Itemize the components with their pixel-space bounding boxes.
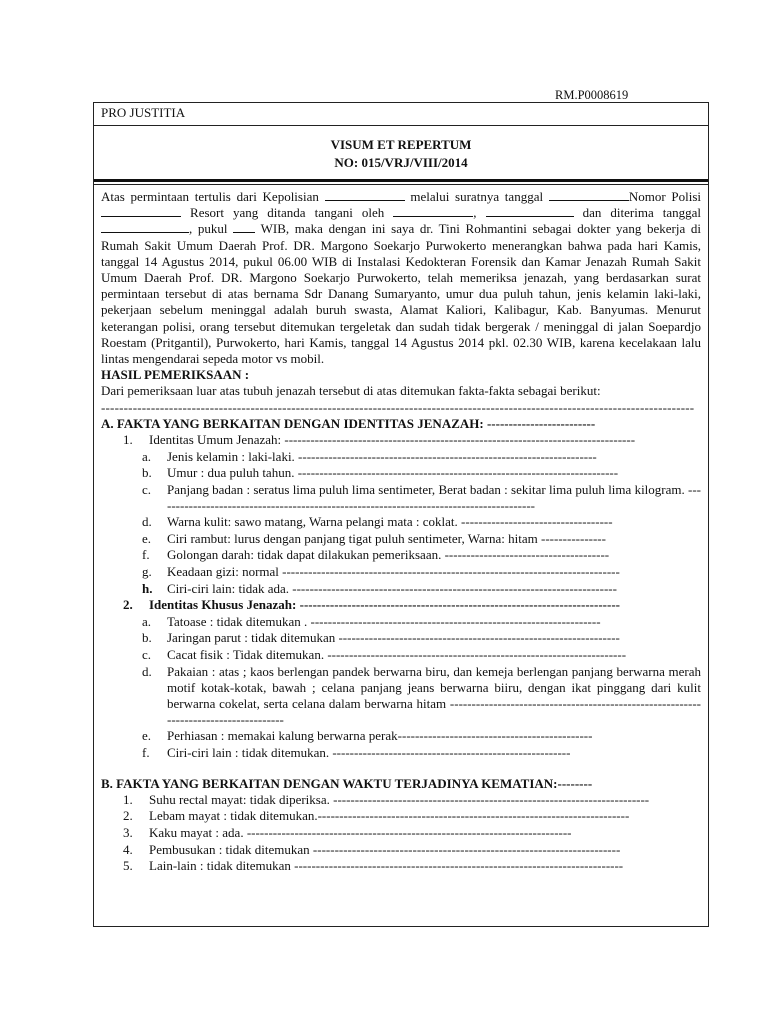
header-divider xyxy=(94,125,708,126)
title-thin-divider xyxy=(94,184,708,185)
document-title: VISUM ET REPERTUM xyxy=(330,137,472,152)
identitas-umum: 1. Identitas Umum Jenazah: --------------------------------------------------------------------------------- xyxy=(123,432,636,448)
list-item: 5. Lain-lain : tidak ditemukan ---------------------------------------------------------------------------- xyxy=(123,858,624,874)
title-thick-divider xyxy=(94,179,708,182)
blank-nomor-polisi xyxy=(101,205,181,217)
list-item: a. Tatoase : tidak ditemukan . ------------------------------------------------------------------- xyxy=(142,613,601,629)
list-item: 4. Pembusukan : tidak ditemukan ----------------------------------------------------------------------- xyxy=(123,841,621,857)
document-number: NO: 015/VRJ/VIII/2014 xyxy=(334,155,468,170)
blank-kepolisian xyxy=(325,189,405,201)
list-item: h. Ciri-ciri lain: tidak ada. --------------------------------------------------------------------------- xyxy=(142,580,617,596)
blank-tanggal-terima xyxy=(486,205,574,217)
hasil-text: Dari pemeriksaan luar atas tubuh jenazah tersebut di atas ditemukan fakta-fakta sebagai berikut: xyxy=(101,383,601,399)
list-item: 1. Suhu rectal mayat: tidak diperiksa. ------------------------------------------------------------------------- xyxy=(123,791,650,807)
pro-justitia-label: PRO JUSTITIA xyxy=(101,105,186,120)
list-item: 3. Kaku mayat : ada. --------------------------------------------------------------------------- xyxy=(123,824,572,840)
list-item: d. Warna kulit: sawo matang, Warna pelangi mata : coklat. ----------------------------------- xyxy=(142,514,613,530)
identitas-khusus: 2. Identitas Khusus Jenazah: -------------------------------------------------------------------------- xyxy=(123,597,620,613)
list-item: b. Umur : dua puluh tahun. -------------------------------------------------------------------------- xyxy=(142,465,619,481)
blank-tanggal-surat xyxy=(549,189,629,201)
list-item: e. Ciri rambut: lurus dengan panjang tigat puluh sentimeter, Warna: hitam --------------- xyxy=(142,530,606,546)
list-item: 2. Lebam mayat : tidak ditemukan.------------------------------------------------------------------------ xyxy=(123,808,630,824)
list-item: b. Jaringan parut : tidak ditemukan ----------------------------------------------------------------- xyxy=(142,630,620,646)
blank-pukul xyxy=(233,221,255,233)
blank-tanggal xyxy=(101,221,189,233)
list-item: e. Perhiasan : memakai kalung berwarna perak--------------------------------------------- xyxy=(142,728,593,744)
hasil-heading: HASIL PEMERIKSAAN : xyxy=(101,367,250,383)
document-body xyxy=(101,189,701,875)
section-b-title: B. FAKTA YANG BERKAITAN DENGAN WAKTU TERJADINYA KEMATIAN:-------- xyxy=(101,775,593,791)
list-item: a. Jenis kelamin : laki-laki. --------------------------------------------------------------------- xyxy=(142,448,597,464)
rm-number: RM.P0008619 xyxy=(555,88,629,102)
list-item: d. Pakaian : atas ; kaos berlengan pandek berwarna biru, dan kemeja berlengan panjang berwarna merah motif kotak-kotak, bawah ; celana panjang jeans berwarna biiru, dengan ikat pinggang dari kulit berwarna cokelat, serta celana dalam berwarna hitam ------------------------------------------------------------------------------------- xyxy=(142,663,701,728)
list-item: f. Ciri-ciri lain : tidak ditemukan. ------------------------------------------------------- xyxy=(142,744,571,760)
intro-paragraph: Atas permintaan tertulis dari Kepolisian melalui suratnya tanggal Nomor Polisi Resort yang ditanda tangani oleh , dan diterima tanggal , pukul WIB, maka dengan ini saya dr. Tini Rohmantini sebagai dokter yang bekerja di Rumah Sakit Umum Daerah Prof. DR. Margono Soekarjo Purwokerto menerangkan bahwa pada hari Kamis, tanggal 14 Agustus 2014, pukul 06.00 WIB di Instalasi Kedokteran Forensik dan Kamar Jenazah Rumah Sakit Umum Daerah Prof. DR. Margono Soekarjo Purwokerto, telah memeriksa jenazah, yang berdasarkan surat permintaan tersebut di atas bernama Sdr Danang Sumaryanto, umur dua puluh tahun, jenis kelamin laki-laki, pekerjaan sebelum meninggal adalah buruh swasta, Alamat Kaliori, Kalibagur, Kab. Banyumas. Menurut keterangan polisi, orang tersebut ditemukan tergeletak dan sudah tidak bergerak / meninggal di jalan Soepardjo Roestam (Pritgantil), Purwokerto, hari Kamis, tanggal 14 Agustus 2014 pkl. 02.30 WIB, karena kecelakaan lalu lintas mengendarai sepeda motor vs mobil. xyxy=(101,189,702,367)
list-item: c. Panjang badan : seratus lima puluh lima sentimeter, Berat badan : sekitar lima puluh lima kilogram. ---------------------------------------------------------------------------------------- xyxy=(142,481,701,514)
document-frame xyxy=(93,102,709,927)
separator-dashes: ----------------------------------------------------------------------------------------------------------------------------------- xyxy=(101,399,695,415)
section-a-title: A. FAKTA YANG BERKAITAN DENGAN IDENTITAS JENAZAH: ------------------------- xyxy=(101,415,596,431)
list-item: c. Cacat fisik : Tidak ditemukan. --------------------------------------------------------------------- xyxy=(142,646,627,662)
list-item: f. Golongan darah: tidak dapat dilakukan pemeriksaan. -------------------------------------- xyxy=(142,547,610,563)
list-item: g. Keadaan gizi: normal ------------------------------------------------------------------------------ xyxy=(142,564,620,580)
spacer xyxy=(101,762,701,776)
blank-penanda-tangan xyxy=(393,205,473,217)
